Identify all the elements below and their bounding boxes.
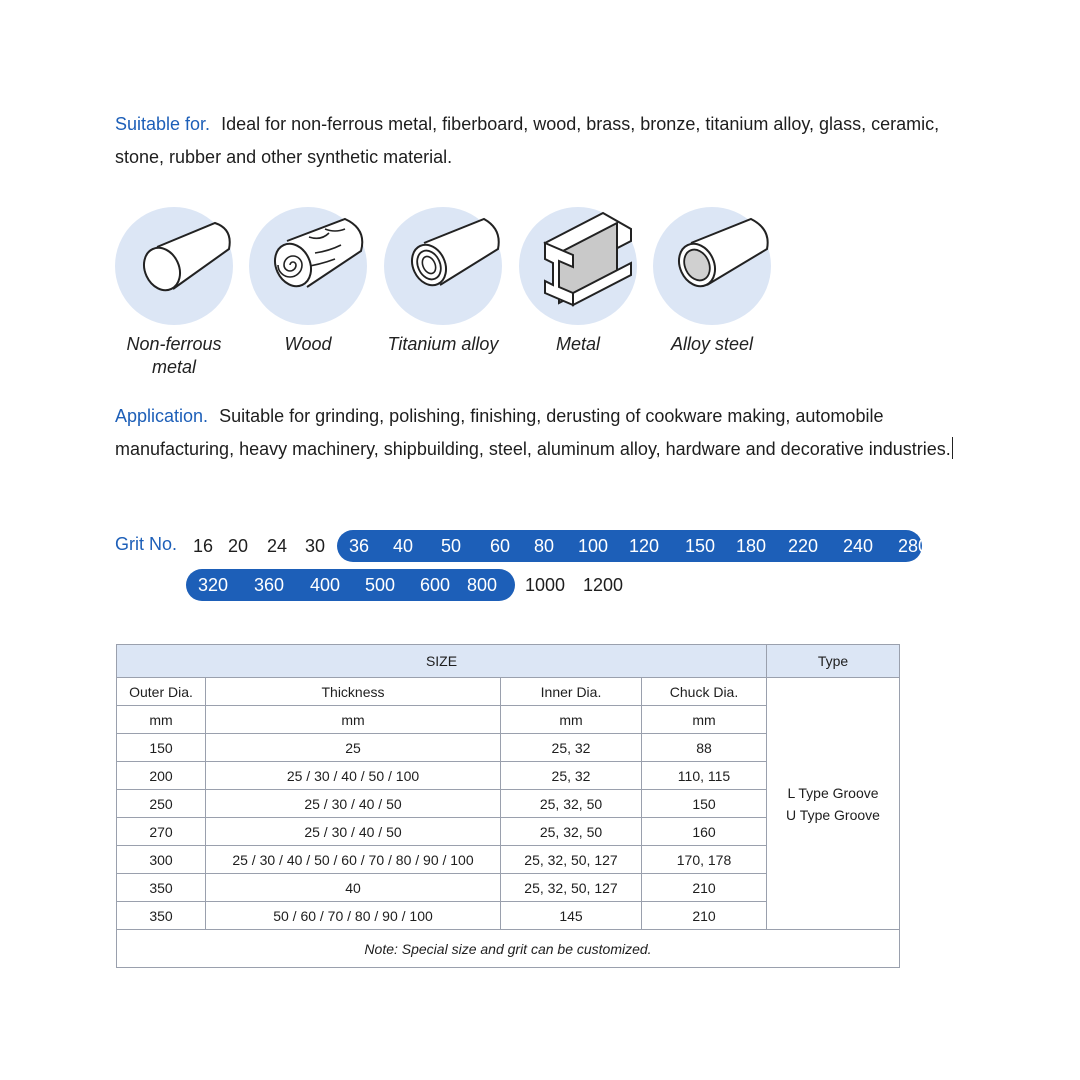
size-spec-table	[116, 644, 900, 968]
table-cell: 25	[206, 734, 501, 762]
grit-value: 360	[254, 575, 285, 595]
grit-value: 400	[310, 575, 341, 595]
table-cell: 160	[642, 818, 767, 846]
table-cell: 25, 32, 50, 127	[501, 874, 642, 902]
wood-log-icon	[249, 207, 367, 325]
text-cursor	[952, 437, 953, 459]
grit-value: 40	[393, 536, 414, 556]
grit-label: Grit No.	[115, 534, 178, 554]
grit-value: 320	[198, 575, 229, 595]
grit-value: 20	[228, 536, 249, 556]
table-note: Note: Special size and grit can be customized.	[117, 930, 900, 968]
column-header: Thickness	[206, 678, 501, 706]
grit-value: 1200	[583, 575, 624, 595]
table-cell: 25 / 30 / 40 / 50	[206, 818, 501, 846]
table-cell: 150	[117, 734, 206, 762]
grit-value: 36	[349, 536, 370, 556]
table-cell: 350	[117, 902, 206, 930]
table-cell: 25, 32, 50, 127	[501, 846, 642, 874]
grit-value: 16	[193, 536, 214, 556]
table-cell: 25 / 30 / 40 / 50	[206, 790, 501, 818]
table-cell: 200	[117, 762, 206, 790]
table-cell: 210	[642, 874, 767, 902]
grit-value: 220	[788, 536, 819, 556]
table-cell: 300	[117, 846, 206, 874]
table-cell: 350	[117, 874, 206, 902]
suitable-for-text: Ideal for non-ferrous metal, fiberboard, wood, brass, bronze, titanium alloy, glass, ceramic, stone, rubber and other synthetic material.	[115, 114, 940, 167]
grit-value: 280	[898, 536, 929, 556]
grit-value: 80	[534, 536, 555, 556]
grit-value: 150	[685, 536, 716, 556]
material-label: Non-ferrous metal	[126, 334, 222, 377]
column-header: Outer Dia.	[117, 678, 206, 706]
grit-value: 100	[578, 536, 609, 556]
material-non-ferrous-metal	[115, 207, 233, 379]
grit-row-1	[0, 531, 929, 561]
unit-cell: mm	[642, 706, 767, 734]
unit-cell: mm	[501, 706, 642, 734]
material-titanium-alloy	[384, 207, 502, 356]
application-paragraph	[115, 400, 975, 466]
material-label: Metal	[555, 334, 600, 354]
type-value: U Type Groove	[786, 806, 880, 823]
table-cell: 40	[206, 874, 501, 902]
table-cell: 250	[117, 790, 206, 818]
type-cell	[767, 678, 900, 930]
table-cell: 88	[642, 734, 767, 762]
material-alloy-steel	[653, 207, 771, 356]
table-cell: 25 / 30 / 40 / 50 / 60 / 70 / 80 / 90 / 100	[206, 846, 501, 874]
grit-value: 600	[420, 575, 451, 595]
hollow-tube-icon	[653, 207, 771, 325]
column-header: Inner Dia.	[501, 678, 642, 706]
material-metal	[519, 207, 637, 356]
grit-value: 180	[736, 536, 767, 556]
grit-value: 50	[441, 536, 462, 556]
material-label: Alloy steel	[670, 334, 754, 354]
column-header: Chuck Dia.	[642, 678, 767, 706]
grit-value: 24	[267, 536, 288, 556]
table-cell: 210	[642, 902, 767, 930]
table-cell: 25, 32, 50	[501, 818, 642, 846]
grit-value: 120	[629, 536, 660, 556]
grit-value: 800	[467, 575, 498, 595]
material-label: Wood	[284, 334, 332, 354]
material-label: Titanium alloy	[387, 334, 499, 354]
solid-rod-icon	[115, 207, 233, 325]
unit-cell: mm	[206, 706, 501, 734]
type-header: Type	[767, 645, 900, 678]
table-cell: 25, 32, 50	[501, 790, 642, 818]
grit-row-2	[0, 570, 700, 600]
grit-value: 1000	[525, 575, 566, 595]
table-cell: 170, 178	[642, 846, 767, 874]
table-cell: 150	[642, 790, 767, 818]
grit-value: 60	[490, 536, 511, 556]
unit-cell: mm	[117, 706, 206, 734]
table-cell: 145	[501, 902, 642, 930]
table-cell: 25, 32	[501, 734, 642, 762]
application-lead: Application.	[115, 406, 209, 426]
grit-value: 500	[365, 575, 396, 595]
material-wood	[249, 207, 367, 356]
type-value: L Type Groove	[787, 784, 879, 801]
table-cell: 50 / 60 / 70 / 80 / 90 / 100	[206, 902, 501, 930]
table-cell: 25, 32	[501, 762, 642, 790]
application-text: Suitable for grinding, polishing, finishing, derusting of cookware making, automobile manufacturing, heavy machinery, shipbuilding, steel, aluminum alloy, hardware and decorative industries.	[115, 406, 951, 459]
table-cell: 25 / 30 / 40 / 50 / 100	[206, 762, 501, 790]
suitable-for-paragraph	[115, 108, 975, 174]
grit-value: 240	[843, 536, 874, 556]
size-header: SIZE	[117, 645, 767, 678]
grit-value: 30	[305, 536, 326, 556]
h-beam-icon	[519, 207, 637, 325]
suitable-for-lead: Suitable for.	[115, 114, 211, 134]
ringed-tube-icon	[384, 207, 502, 325]
table-cell: 270	[117, 818, 206, 846]
table-cell: 110, 115	[642, 762, 767, 790]
